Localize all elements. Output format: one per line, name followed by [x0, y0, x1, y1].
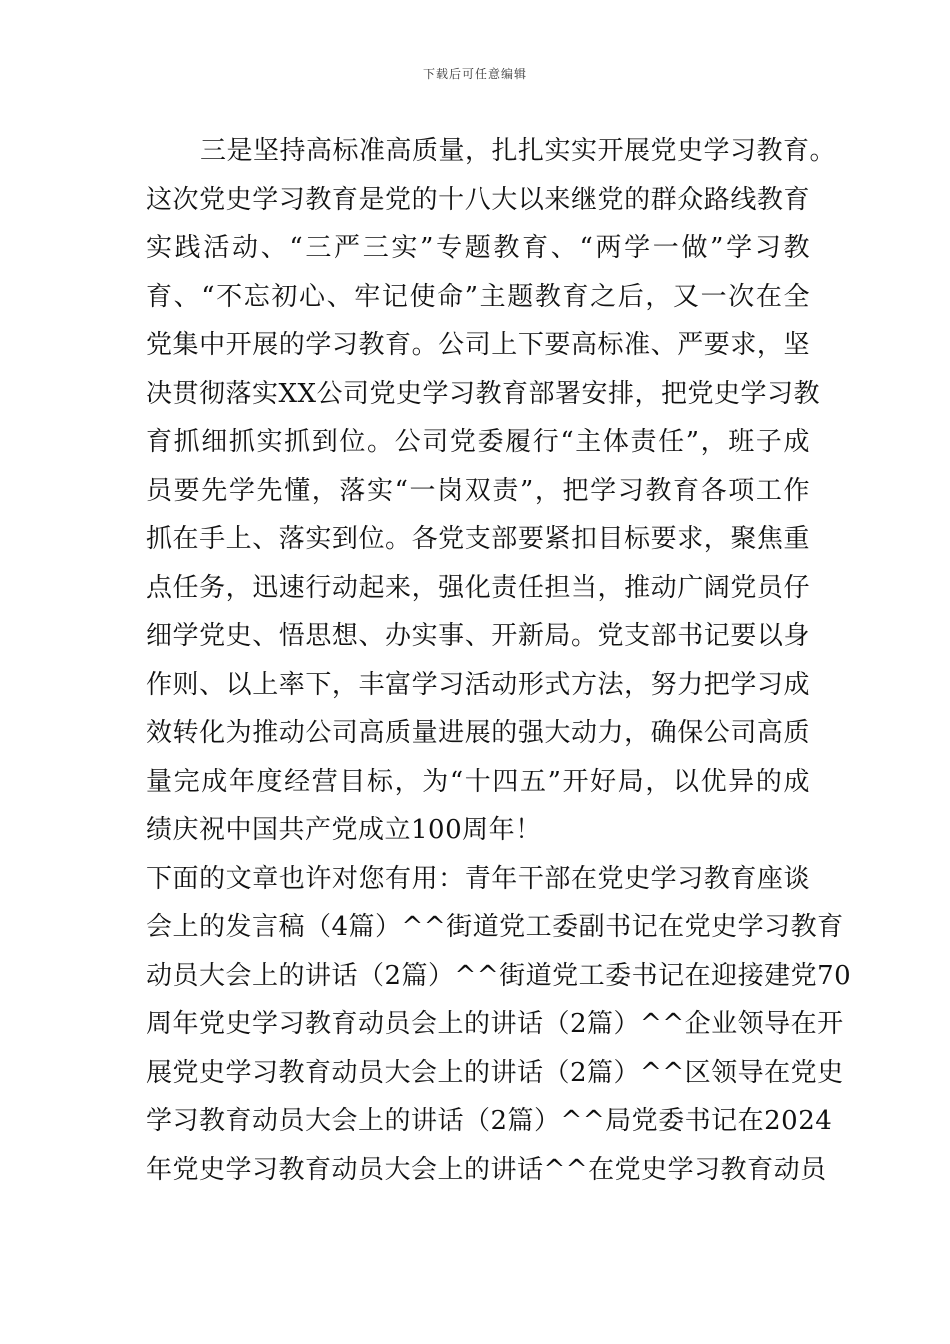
paragraph-line-5: 党集中开展的学习教育。公司上下要高标准、严要求，坚	[146, 330, 810, 360]
paragraph-line-10: 点任务，迅速行动起来，强化责任担当，推动广阔党员仔	[146, 572, 810, 603]
paragraph-line-6: 决贯彻落实XX公司党史学习教育部署安排，把党史学习教	[146, 378, 821, 409]
paragraph-line-1: 三是坚持高标准高质量，扎扎实实开展党史学习教育。	[200, 136, 837, 166]
paragraph-line-4: 育、“不忘初心、牢记使命”主题教育之后，又一次在全	[146, 281, 810, 312]
related-articles-line-2: 会上的发言稿（4篇）^^街道党工委副书记在党史学习教育	[146, 912, 844, 942]
related-articles-line-4: 周年党史学习教育动员会上的讲话（2篇）^^企业领导在开	[146, 1009, 844, 1039]
paragraph-line-7: 育抓细抓实抓到位。公司党委履行“主体责任”，班子成	[146, 427, 810, 457]
related-articles-line-3: 动员大会上的讲话（2篇）^^街道党工委书记在迎接建党70	[146, 960, 852, 991]
paragraph-line-8: 员要先学先懂，落实“一岗双责”，把学习教育各项工作	[146, 475, 810, 506]
related-articles-line-7: 年党史学习教育动员大会上的讲话^^在党史学习教育动员	[146, 1154, 827, 1185]
document-body	[146, 127, 852, 1194]
paragraph-line-12: 作则、以上率下，丰富学习活动形式方法，努力把学习成	[146, 669, 810, 700]
related-articles-line-6: 学习教育动员大会上的讲话（2篇）^^局党委书记在2024	[146, 1106, 833, 1136]
related-articles-line-5: 展党史学习教育动员大会上的讲话（2篇）^^区领导在党史	[146, 1057, 844, 1088]
paragraph-line-15: 绩庆祝中国共产党成立100周年！	[146, 815, 542, 845]
related-articles-line-1: 下面的文章也许对您有用：青年干部在党史学习教育座谈	[146, 863, 810, 894]
paragraph-line-14: 量完成年度经营目标，为“十四五”开好局，以优异的成	[146, 766, 810, 797]
page-header-note: 下载后可任意编辑	[422, 67, 527, 81]
paragraph-line-9: 抓在手上、落实到位。各党支部要紧扣目标要求，聚焦重	[146, 524, 810, 554]
paragraph-line-13: 效转化为推动公司高质量进展的强大动力，确保公司高质	[146, 718, 810, 748]
paragraph-line-2: 这次党史学习教育是党的十八大以来继党的群众路线教育	[146, 184, 810, 215]
paragraph-line-11: 细学党史、悟思想、办实事、开新局。党支部书记要以身	[146, 621, 810, 651]
paragraph-line-3: 实践活动、“三严三实”专题教育、“两学一做”学习教	[146, 233, 810, 263]
